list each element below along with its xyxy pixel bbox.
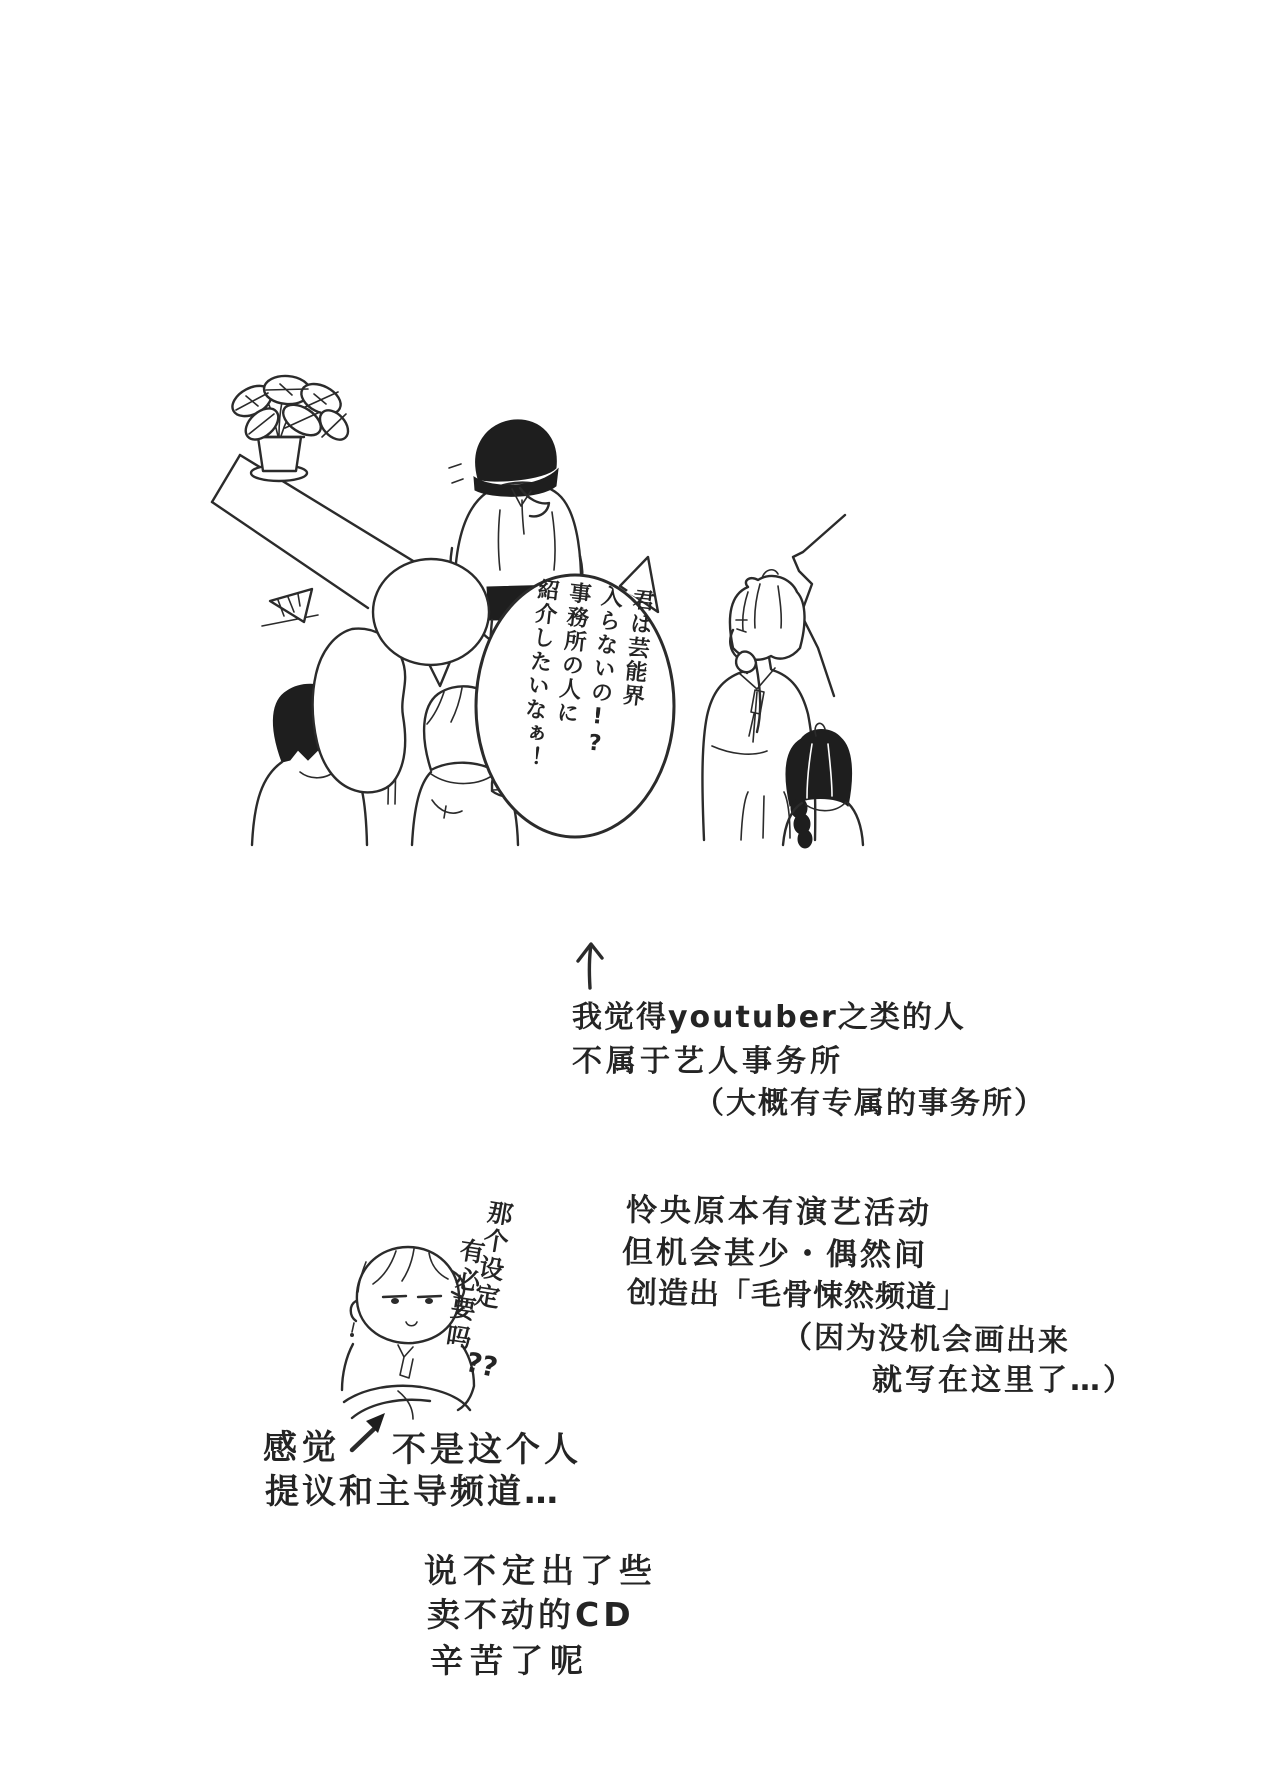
note-feeling-line2: 提议和主导频道… <box>265 1472 561 1512</box>
note-reio-line1: 怜央原本有演艺活动 <box>625 1192 933 1232</box>
note-reio-line5: 就写在这里了…） <box>872 1363 1136 1398</box>
note-cd-line2: 卖不动的CD <box>427 1595 635 1634</box>
note-reio-line4: （因为没机会画出来 <box>781 1319 1071 1360</box>
note-youtube-line3: （大概有专属的事务所） <box>694 1086 1046 1121</box>
up-arrow-icon <box>578 944 602 988</box>
note-reio-line2: 但机会甚少・偶然间 <box>621 1234 929 1274</box>
braided-girl-illustration <box>783 723 863 848</box>
plant-leaves <box>227 374 353 445</box>
speech-bubble-text: 君は芸能界 入らないの!? 事務所の人に 紹介したいなぁ！ <box>515 577 656 771</box>
note-youtube-line1: 我觉得youtuber之类的人 <box>572 1000 966 1035</box>
note-feeling-line1-suffix: 不是这个人 <box>392 1430 582 1470</box>
note-cd-line1: 说不定出了些 <box>424 1551 658 1590</box>
note-cd-line3: 辛苦了呢 <box>430 1641 590 1680</box>
note-youtube-line2: 不属于艺人事务所 <box>572 1044 844 1079</box>
note-feeling-line1-prefix: 感觉 <box>263 1428 341 1468</box>
note-reio-line3: 创造出「毛骨悚然频道」 <box>626 1275 969 1316</box>
upright-arrow-icon <box>352 1413 385 1450</box>
white-blob-shape <box>313 629 405 793</box>
potted-plant-illustration <box>227 374 353 481</box>
chibi-note-column-right: 那个设定 <box>469 1197 516 1314</box>
chibi-note-column-left: 有必要吗 <box>440 1235 488 1355</box>
chibi-note-question-marks: ?? <box>463 1347 501 1384</box>
